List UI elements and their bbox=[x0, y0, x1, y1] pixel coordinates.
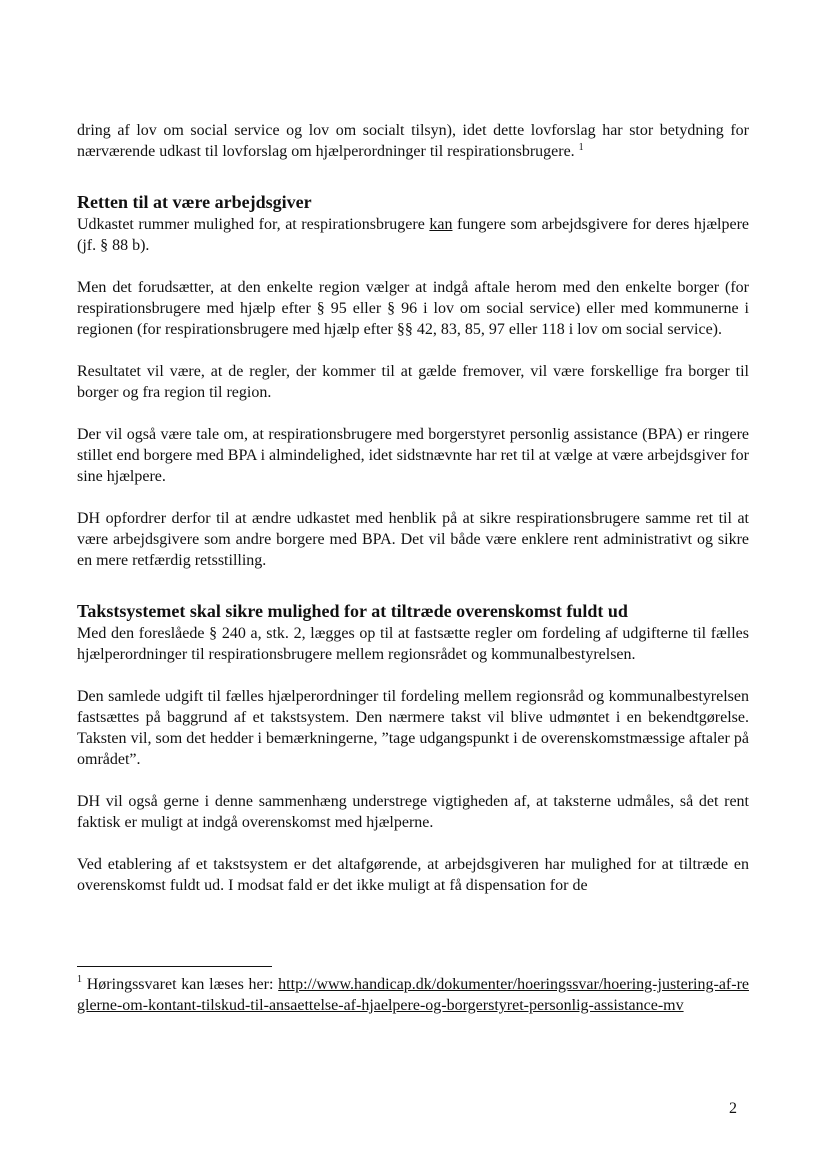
paragraph: DH vil også gerne i denne sammenhæng understrege vigtigheden af, at taksterne udmåles, så det rent faktisk er muligt at indgå overenskomst med hjælperne. bbox=[77, 793, 749, 831]
paragraph: Udkastet rummer mulighed for, at respirationsbrugere kan fungere som arbejdsgivere for deres hjælpere (jf. § 88 b). bbox=[77, 216, 750, 254]
paragraph: Ved etablering af et takstsystem er det altafgørende, at arbejdsgiveren har mulighed for at tiltræde en overenskomst fuldt ud. I modsat fald er det ikke muligt at få dispensation for de bbox=[77, 856, 749, 894]
paragraph: DH opfordrer derfor til at ændre udkastet med henblik på at sikre respirationsbrugere samme ret til at være arbejdsgivere som andre borgere med BPA. Det vil både være enklere rent administrativt og sikre en mere retfærdig retsstilling. bbox=[77, 510, 749, 569]
paragraph: Resultatet vil være, at de regler, der kommer til at gælde fremover, vil være forskellige fra borger til borger og fra region til region. bbox=[77, 363, 749, 401]
footnote: $^1$ Høringssvaret kan læses her: http://www.handicap.dk/dokumenter/hoeringssvar/hoering-justering-af-reglerne-om-kontant-tilskud-til-ansaettelse-af-hjaelpere-og-borgerstyret-personlig-assistance-mv bbox=[77, 974, 749, 1014]
footnote-number: 1 bbox=[77, 974, 82, 985]
paragraph: Den samlede udgift til fælles hjælperordninger til fordeling mellem regionsråd og kommunalbestyrelsen fastsættes på baggrund af et takstsystem. Den nærmere takst vil blive udmøntet i en bekendtgørelse. Taksten vil, som det hedder i bemærkningerne, ”tage udgangspunkt i de overenskomstmæssige aftaler på området”. bbox=[77, 688, 749, 768]
footnote-reference[interactable]: 1 bbox=[578, 142, 584, 153]
emphasis-underlined: kan bbox=[429, 216, 453, 233]
footnote-divider bbox=[77, 966, 272, 967]
intro-paragraph: dring af lov om social service og lov om socialt tilsyn), idet dette lovforslag har stor betydning for nærværende udkast til lovforslag om hjælperordninger til respirationsbrugere. $^1$ bbox=[77, 122, 749, 160]
document-body bbox=[77, 120, 749, 896]
section-heading-tariff: Takstsystemet skal sikre mulighed for at tiltræde overenskomst fuldt ud bbox=[77, 601, 628, 621]
paragraph: Med den foreslåede § 240 a, stk. 2, lægges op til at fastsætte regler om fordeling af udgifterne til fælles hjælperordninger til respirationsbrugere mellem regionsrådet og kommunalbestyrelsen. bbox=[77, 625, 749, 663]
paragraph: Der vil også være tale om, at respirationsbrugere med borgerstyret personlig assistance (BPA) er ringere stillet end borgere med BPA i almindelighed, idet sidstnævnte har ret til at vælge at være arbejdsgiver for sine hjælpere. bbox=[77, 426, 749, 485]
section-heading-employer: Retten til at være arbejdsgiver bbox=[77, 192, 312, 212]
footnote-link[interactable]: http://www.handicap.dk/dokumenter/hoeringssvar/hoering-justering-af-reglerne-om-kontant-tilskud-til-ansaettelse-af-hjaelpere-og-borgerstyret-personlig-assistance-mv bbox=[77, 976, 749, 1014]
page-number: 2 bbox=[729, 1100, 737, 1117]
paragraph: Men det forudsætter, at den enkelte region vælger at indgå aftale herom med den enkelte borger (for respirationsbrugere med hjælp efter § 95 eller § 96 i lov om social service) eller med kommunerne i regionen (for respirationsbrugere med hjælp efter §§ 42, 83, 85, 97 eller 118 i lov om social service). bbox=[77, 279, 749, 338]
